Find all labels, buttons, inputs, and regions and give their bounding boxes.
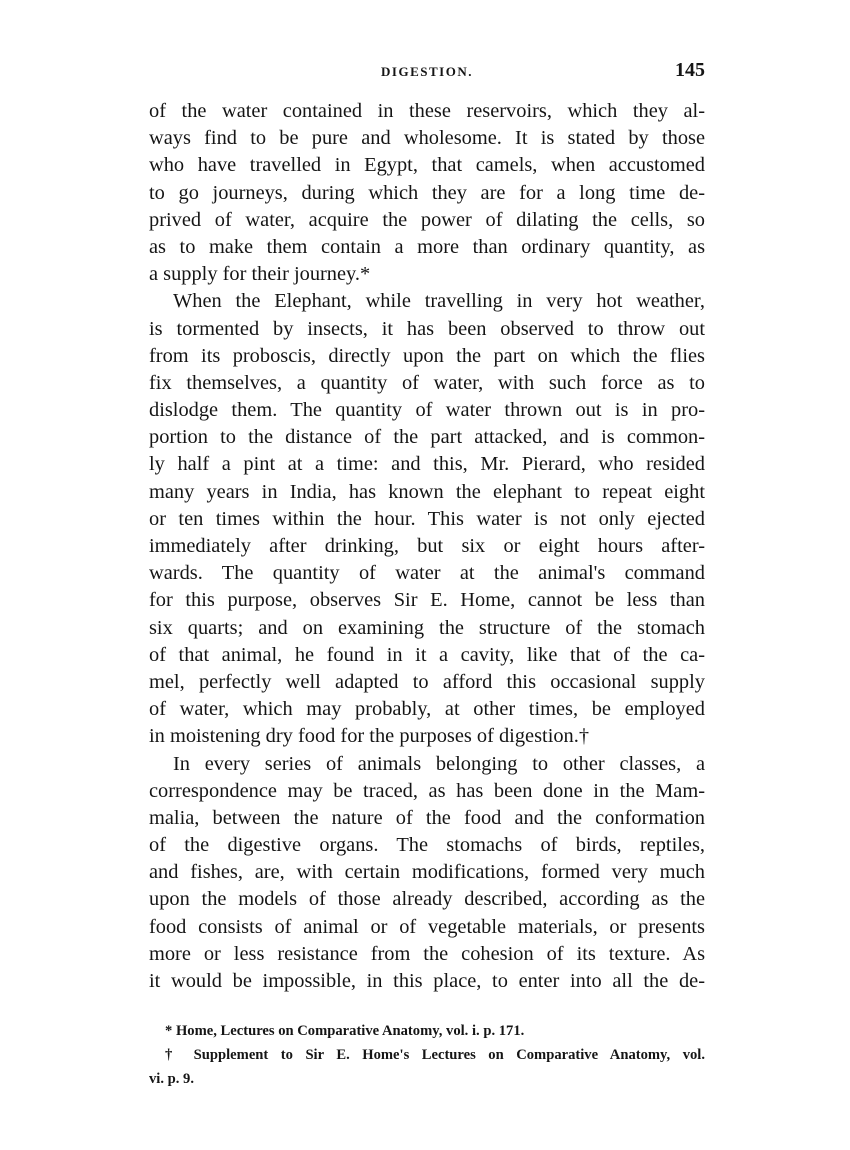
text-line: six quarts; and on examining the structure of the stomach <box>149 616 705 639</box>
text-line: portion to the distance of the part attacked, and is common- <box>149 426 705 449</box>
footnote: * Home, Lectures on Comparative Anatomy, vol. i. p. 171. <box>165 1023 525 1039</box>
page-number: 145 <box>675 59 705 81</box>
text-line: ways find to be pure and wholesome. It is stated by those <box>149 127 705 150</box>
text-line: food consists of animal or of vegetable materials, or presents <box>149 915 705 938</box>
text-line: In every series of animals belonging to other classes, a <box>173 752 705 775</box>
text-line: for this purpose, observes Sir E. Home, cannot be less than <box>149 589 705 612</box>
text-line: is tormented by insects, it has been observed to throw out <box>149 317 705 340</box>
footnote-continuation: vi. p. 9. <box>149 1071 195 1087</box>
running-title: DIGESTION. <box>381 64 473 79</box>
text-line: of the digestive organs. The stomachs of birds, reptiles, <box>149 834 705 857</box>
text-line: dislodge them. The quantity of water thrown out is in pro- <box>149 399 705 422</box>
text-line: upon the models of those already described, according as the <box>149 888 705 911</box>
text-line: as to make them contain a more than ordinary quantity, as <box>149 235 705 258</box>
text-line: immediately after drinking, but six or eight hours after- <box>149 535 705 557</box>
text-line: ly half a pint at a time: and this, Mr. Pierard, who resided <box>149 453 705 476</box>
text-line: or ten times within the hour. This water is not only ejected <box>149 507 705 530</box>
text-line: mel, perfectly well adapted to afford this occasional supply <box>149 670 705 693</box>
text-line: wards. The quantity of water at the animal's command <box>149 562 705 585</box>
text-line: correspondence may be traced, as has been done in the Mam- <box>149 779 705 802</box>
text-line: prived of water, acquire the power of dilating the cells, so <box>149 208 705 231</box>
text-line: who have travelled in Egypt, that camels, when accustomed <box>149 154 705 177</box>
text-line: of that animal, he found in it a cavity, like that of the ca- <box>149 643 705 666</box>
text-line: to go journeys, during which they are for a long time de- <box>149 181 705 204</box>
text-line: in moistening dry food for the purposes of digestion.† <box>149 725 590 748</box>
text-line: and fishes, are, with certain modifications, formed very much <box>149 861 705 884</box>
text-line: many years in India, has known the elephant to repeat eight <box>149 480 705 503</box>
page-header <box>149 56 705 92</box>
text-line: it would be impossible, in this place, to enter into all the de- <box>149 970 705 992</box>
text-line: of water, which may probably, at other times, be employed <box>149 698 705 721</box>
footnote: † Supplement to Sir E. Home's Lectures on Comparative Anatomy, vol. <box>165 1047 705 1063</box>
text-line: of the water contained in these reservoirs, which they al- <box>149 100 705 122</box>
text-line: malia, between the nature of the food and the conformation <box>149 806 705 829</box>
text-line: fix themselves, a quantity of water, with such force as to <box>149 371 705 394</box>
body-text <box>149 98 705 995</box>
footnotes <box>149 1019 705 1091</box>
text-line: more or less resistance from the cohesion of its texture. As <box>149 942 705 965</box>
text-line: When the Elephant, while travelling in very hot weather, <box>173 290 705 313</box>
text-line: a supply for their journey.* <box>149 263 371 286</box>
text-line: from its proboscis, directly upon the part on which the flies <box>149 344 705 367</box>
